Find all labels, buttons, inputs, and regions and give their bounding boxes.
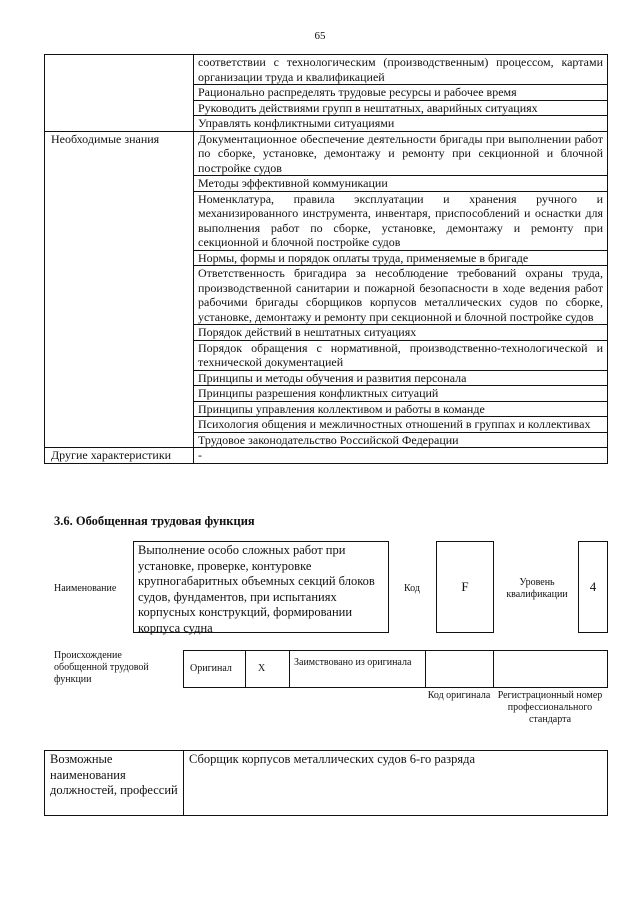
knowledge-item: Ответственность бригадира за несоблюдение требований охраны труда, производственной санитарии и пожарной безопасности в ходе ведения работ рабочими бригады сборщиков корпусов металлических судов по сборке, установке, демонтажу и ремонту при секционной и блочной постройке судов bbox=[194, 266, 608, 325]
knowledge-item: Номенклатура, правила эксплуатации и хранения ручного и механизированного инструмента, инвентаря, приспособлений и оснастки для выполнения работ по сборке, установке, демонтажу и ремонту при секционной и блочной постройке судов bbox=[194, 191, 608, 250]
original-code-cell bbox=[426, 651, 494, 687]
origin-label: Происхождение обобщенной трудовой функции bbox=[54, 650, 149, 685]
code-value-box: F bbox=[436, 541, 494, 633]
qualification-level-box: 4 bbox=[578, 541, 608, 633]
skill-item: Управлять конфликтными ситуациями bbox=[194, 116, 608, 132]
knowledge-item: Принципы и методы обучения и развития персонала bbox=[194, 370, 608, 386]
knowledge-item: Нормы, формы и порядок оплаты труда, применяемые в бригаде bbox=[194, 250, 608, 266]
table-row bbox=[45, 448, 608, 464]
registration-number-cell bbox=[494, 651, 607, 687]
name-label: Наименование bbox=[54, 583, 117, 594]
table-row bbox=[45, 131, 608, 176]
knowledge-item: Порядок действий в нештатных ситуациях bbox=[194, 325, 608, 341]
borrowed-label: Заимствовано из оригинала bbox=[290, 651, 426, 687]
positions-table bbox=[44, 750, 608, 816]
skill-item: Рационально распределять трудовые ресурсы и рабочее время bbox=[194, 85, 608, 101]
knowledge-item: Документационное обеспечение деятельности бригады при выполнении работ по сборке, установке, демонтажу и ремонту при секционной и блочной постройке судов bbox=[194, 131, 608, 176]
knowledge-label: Необходимые знания bbox=[45, 131, 194, 448]
section-title: 3.6. Обобщенная трудовая функция bbox=[54, 514, 255, 528]
knowledge-item: Принципы управления коллективом и работы в команде bbox=[194, 401, 608, 417]
table-row bbox=[45, 55, 608, 85]
table-row bbox=[45, 751, 608, 816]
code-label: Код bbox=[404, 583, 420, 594]
qualification-level-label: Уровень квалификации bbox=[506, 577, 568, 600]
origin-row bbox=[183, 650, 608, 688]
original-label: Оригинал bbox=[184, 651, 246, 687]
registration-number-caption: Регистрационный номер профессионального стандарта bbox=[497, 690, 603, 725]
skill-item: Руководить действиями групп в нештатных, аварийных ситуациях bbox=[194, 100, 608, 116]
skills-knowledge-table bbox=[44, 54, 608, 464]
positions-label: Возможные наименования должностей, профессий bbox=[45, 751, 184, 816]
other-characteristics-value: - bbox=[194, 448, 608, 464]
original-code-caption: Код оригинала bbox=[427, 690, 491, 701]
knowledge-item: Принципы разрешения конфликтных ситуаций bbox=[194, 386, 608, 402]
knowledge-item: Психология общения и межличностных отношений в группах и коллективах bbox=[194, 417, 608, 433]
function-name-box: Выполнение особо сложных работ при установке, проверке, контуровке крупногабаритных объемных секций блоков судов, фундаментов, при испытаниях корпусных конструкций, формировании корпуса судна bbox=[133, 541, 389, 633]
knowledge-item: Порядок обращения с нормативной, производственно-технологической и технической документацией bbox=[194, 340, 608, 370]
skills-label-cell bbox=[45, 55, 194, 132]
positions-value: Сборщик корпусов металлических судов 6-го разряда bbox=[184, 751, 608, 816]
other-characteristics-label: Другие характеристики bbox=[45, 448, 194, 464]
knowledge-item: Методы эффективной коммуникации bbox=[194, 176, 608, 192]
skill-item: соответствии с технологическим (производственным) процессом, картами организации труда и квалификацией bbox=[194, 55, 608, 85]
page-number: 65 bbox=[314, 30, 326, 42]
knowledge-item: Трудовое законодательство Российской Федерации bbox=[194, 432, 608, 448]
original-mark: X bbox=[246, 651, 290, 687]
